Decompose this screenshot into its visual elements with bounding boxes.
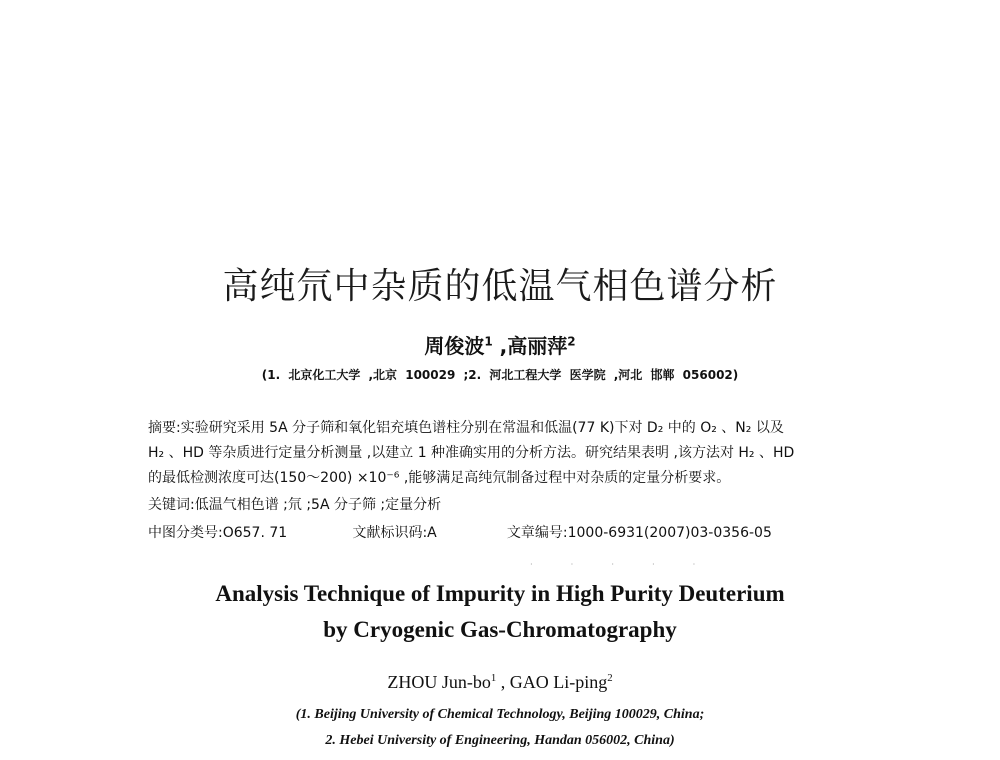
authors-chinese [0, 330, 1000, 359]
abstract-line-2: H₂ 、HD 等杂质进行定量分析测量 ,以建立 1 种准确实用的分析方法。研究结果表明 ,该方法对 H₂ 、HD [148, 445, 795, 461]
title-chinese: 高纯氘中杂质的低温气相色谱分析 [222, 266, 778, 307]
author-1-cn-affil-mark: 1 [484, 334, 493, 349]
clc-number: 中图分类号:O657. 71 [148, 525, 288, 541]
title-english [0, 576, 1000, 648]
authors-english [0, 672, 1000, 693]
affiliation-chinese: (1. 北京化工大学 ,北京 100029 ;2. 河北工程大学 医学院 ,河北 邯郸 056002) [261, 368, 739, 382]
title-english-line-2: by Cryogenic Gas-Chromatography [323, 617, 677, 642]
affiliation-english [0, 702, 1000, 754]
author-1-en-affil-mark: 1 [490, 672, 497, 684]
abstract-line-1: 摘要:实验研究采用 5A 分子筛和氧化铝充填色谱柱分别在常温和低温(77 K)下对 D₂ 中的 O₂ 、N₂ 以及 [148, 420, 784, 436]
affiliation-english-line-1: (1. Beijing University of Chemical Technology, Beijing 100029, China; [295, 707, 705, 722]
classification-row [148, 522, 860, 542]
article-number: 文章编号:1000-6931(2007)03-0356-05 [506, 525, 772, 541]
keywords-chinese: 关键词:低温气相色谱 ;氘 ;5A 分子筛 ;定量分析 [148, 497, 442, 513]
document-code: 文献标识码:A [352, 525, 437, 541]
scan-noise: · · · · · [530, 560, 714, 569]
abstract-chinese [148, 416, 860, 491]
abstract-line-3: 的最低检测浓度可达(150～200) ×10⁻⁶ ,能够满足高纯氘制备过程中对杂质的定量分析要求。 [148, 470, 731, 486]
author-2-cn: 高丽萍 [507, 334, 568, 358]
author-separator-en: , [496, 672, 510, 692]
author-1-en: ZHOU Jun-bo [387, 672, 491, 692]
author-1-cn: 周俊波 [424, 334, 485, 358]
title-english-line-1: Analysis Technique of Impurity in High Purity Deuterium [215, 581, 785, 606]
author-2-en-affil-mark: 2 [607, 672, 613, 684]
author-2-en: GAO Li-ping [509, 672, 608, 692]
affiliation-english-line-2: 2. Hebei University of Engineering, Handan 056002, China) [325, 733, 675, 748]
author-separator-cn: , [492, 334, 508, 358]
author-2-cn-affil-mark: 2 [567, 334, 576, 349]
